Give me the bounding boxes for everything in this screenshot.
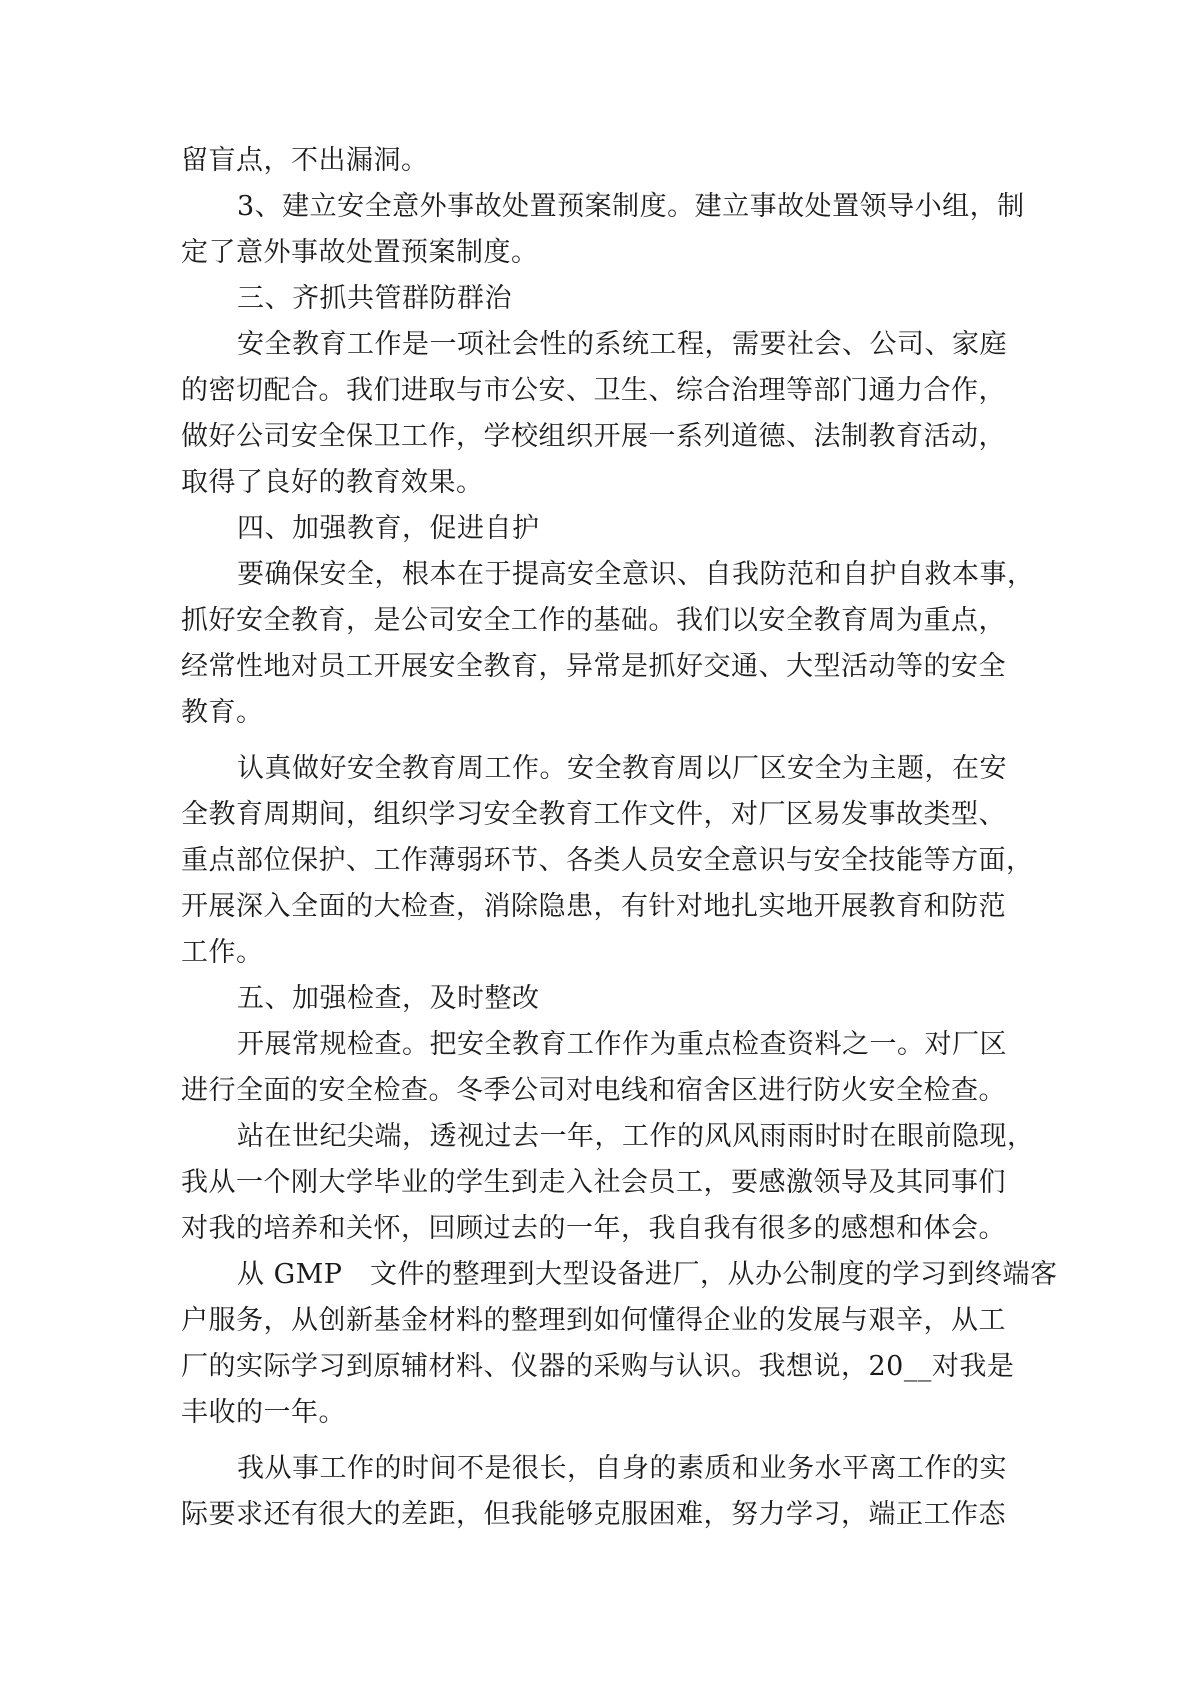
text-line: 对我的培养和关怀，回顾过去的一年，我自我有很多的感想和体会。 (181, 1213, 1006, 1244)
text-line: 留盲点，不出漏洞。 (181, 145, 429, 176)
text-line: 做好公司安全保卫工作，学校组织开展一系列道德、法制教育活动， (181, 421, 1006, 452)
text-line: 取得了良好的教育效果。 (181, 467, 484, 498)
text-line: 站在世纪尖端，透视过去一年，工作的风风雨雨时时在眼前隐现， (237, 1121, 1035, 1152)
text-line: 的密切配合。我们进取与市公安、卫生、综合治理等部门通力合作， (181, 375, 1006, 406)
text-line: 定了意外事故处置预案制度。 (181, 237, 539, 268)
text-line: 安全教育工作是一项社会性的系统工程，需要社会、公司、家庭 (237, 329, 1007, 360)
text-line: 3、建立安全意外事故处置预案制度。建立事故处置领导小组，制 (237, 191, 1025, 222)
text-line: 丰收的一年。 (181, 1397, 346, 1428)
text-line: 抓好安全教育，是公司安全工作的基础。我们以安全教育周为重点， (181, 605, 1006, 636)
text-line: 从 GMP 文件的整理到大型设备进厂，从办公制度的学习到终端客 (237, 1259, 1058, 1290)
text-line: 重点部位保护、工作薄弱环节、各类人员安全意识与安全技能等方面， (181, 845, 1034, 876)
text-line: 际要求还有很大的差距，但我能够克服困难，努力学习，端正工作态 (181, 1499, 1006, 1530)
text-line: 经常性地对员工开展安全教育，异常是抓好交通、大型活动等的安全 (181, 651, 1006, 682)
text-line: 我从一个刚大学毕业的学生到走入社会员工，要感激领导及其同事们 (181, 1167, 1006, 1198)
text-line: 四、加强教育，促进自护 (237, 513, 540, 544)
text-line: 工作。 (181, 937, 264, 968)
text-line: 开展常规检查。把安全教育工作作为重点检查资料之一。对厂区 (237, 1029, 1007, 1060)
text-line: 开展深入全面的大检查，消除隐患，有针对地扎实地开展教育和防范 (181, 891, 1006, 922)
text-line: 三、齐抓共管群防群治 (237, 283, 512, 314)
text-line: 我从事工作的时间不是很长，自身的素质和业务水平离工作的实 (237, 1453, 1007, 1484)
text-line: 户服务，从创新基金材料的整理到如何懂得企业的发展与艰辛，从工 (181, 1305, 1006, 1336)
text-line: 进行全面的安全检查。冬季公司对电线和宿舍区进行防火安全检查。 (181, 1075, 1006, 1106)
text-line: 要确保安全，根本在于提高安全意识、自我防范和自护自救本事， (237, 559, 1035, 590)
text-line: 教育。 (181, 697, 264, 728)
text-line: 厂的实际学习到原辅材料、仪器的采购与认识。我想说，20__对我是 (181, 1351, 1015, 1382)
text-line: 五、加强检查，及时整改 (237, 983, 540, 1014)
text-line: 全教育周期间，组织学习安全教育工作文件，对厂区易发事故类型、 (181, 799, 1006, 830)
text-line: 认真做好安全教育周工作。安全教育周以厂区安全为主题，在安 (237, 753, 1007, 784)
document-body (181, 138, 1058, 1538)
